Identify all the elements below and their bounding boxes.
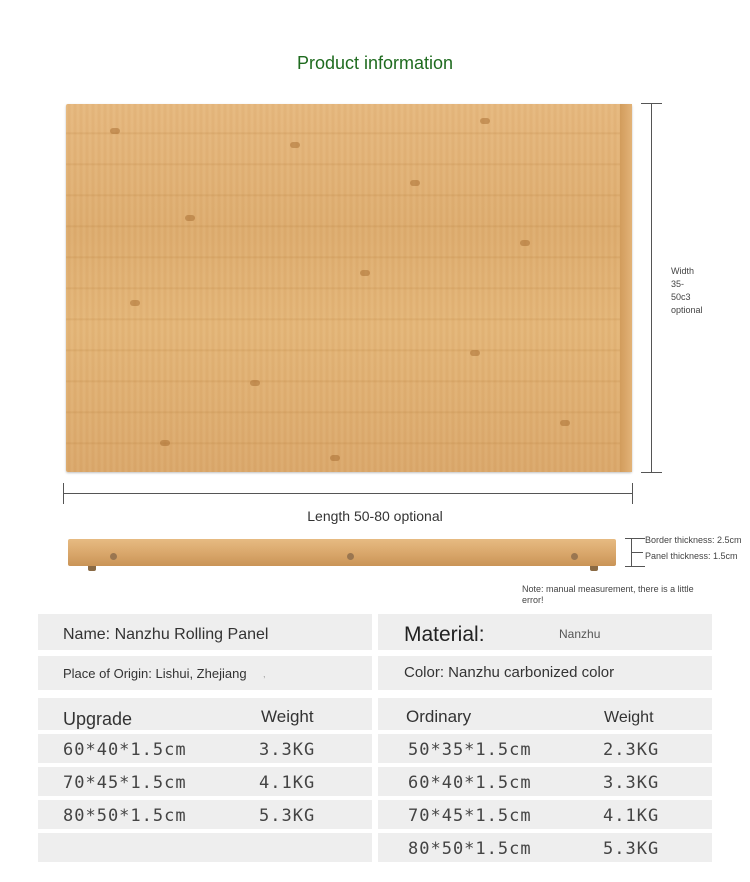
bamboo-board-image <box>66 104 632 472</box>
ordinary-size: 80*50*1.5cm <box>408 839 532 859</box>
upgrade-weight: 4.1KG <box>259 773 316 793</box>
length-label: Length 50-80 optional <box>307 508 443 524</box>
width-dimension-line <box>651 103 652 472</box>
bamboo-node <box>160 440 170 446</box>
upgrade-size: 70*45*1.5cm <box>63 773 187 793</box>
width-label-line: optional <box>671 305 703 315</box>
thickness-bracket-cap <box>625 566 645 567</box>
length-dimension-cap <box>632 483 633 504</box>
bamboo-node <box>410 180 420 186</box>
ordinary-weight: 5.3KG <box>603 839 660 859</box>
length-dimension-line <box>63 493 633 494</box>
width-label-line: 50c3 <box>671 292 691 302</box>
bamboo-node <box>185 215 195 221</box>
ordinary-size: 50*35*1.5cm <box>408 740 532 760</box>
material-value: Nanzhu <box>559 627 601 641</box>
screw-icon <box>571 553 578 560</box>
product-name: Name: Nanzhu Rolling Panel <box>63 626 269 643</box>
width-label-line: 35- <box>671 279 685 289</box>
ordinary-size: 70*45*1.5cm <box>408 806 532 826</box>
measurement-note: Note: manual measurement, there is a little error! <box>522 584 694 605</box>
bamboo-node <box>560 420 570 426</box>
upgrade-weight: 3.3KG <box>259 740 316 760</box>
bamboo-node <box>110 128 120 134</box>
material-label: Material: <box>404 623 485 646</box>
panel-thickness-label: Panel thickness: 1.5cm <box>645 551 738 561</box>
width-dimension-cap <box>641 472 662 473</box>
thickness-bracket-cap <box>625 538 645 539</box>
border-thickness-label: Border thickness: 2.5cm <box>645 535 742 545</box>
bamboo-node <box>330 455 340 461</box>
ordinary-weight: 4.1KG <box>603 806 660 826</box>
width-label <box>671 265 731 317</box>
screw-icon <box>347 553 354 560</box>
ordinary-size: 60*40*1.5cm <box>408 773 532 793</box>
bamboo-node <box>130 300 140 306</box>
bamboo-node <box>250 380 260 386</box>
ordinary-weight: 3.3KG <box>603 773 660 793</box>
bamboo-node <box>290 142 300 148</box>
screw-icon <box>110 553 117 560</box>
table-row-empty <box>38 833 372 862</box>
width-dimension-cap <box>641 103 662 104</box>
color-info: Color: Nanzhu carbonized color <box>404 664 615 681</box>
ordinary-header: Ordinary <box>406 707 472 726</box>
upgrade-size: 80*50*1.5cm <box>63 806 187 826</box>
board-foot <box>88 566 96 571</box>
bamboo-node <box>520 240 530 246</box>
bamboo-node <box>470 350 480 356</box>
bamboo-node <box>480 118 490 124</box>
upgrade-size: 60*40*1.5cm <box>63 740 187 760</box>
upgrade-weight-header: Weight <box>261 707 314 726</box>
ordinary-weight: 2.3KG <box>603 740 660 760</box>
place-of-origin: Place of Origin: Lishui, Zhejiang <box>63 666 247 681</box>
upgrade-weight: 5.3KG <box>259 806 316 826</box>
board-side-view-image <box>68 539 616 566</box>
length-dimension-cap <box>63 483 64 504</box>
page-title: Product information <box>296 53 454 73</box>
width-label-line: Width <box>671 266 695 276</box>
thickness-bracket-cap <box>631 552 643 553</box>
upgrade-header: Upgrade <box>63 709 133 729</box>
board-edge <box>620 104 632 472</box>
bamboo-node <box>360 270 370 276</box>
origin-mark: , <box>263 669 266 679</box>
ordinary-weight-header: Weight <box>604 709 654 726</box>
board-foot <box>590 566 598 571</box>
